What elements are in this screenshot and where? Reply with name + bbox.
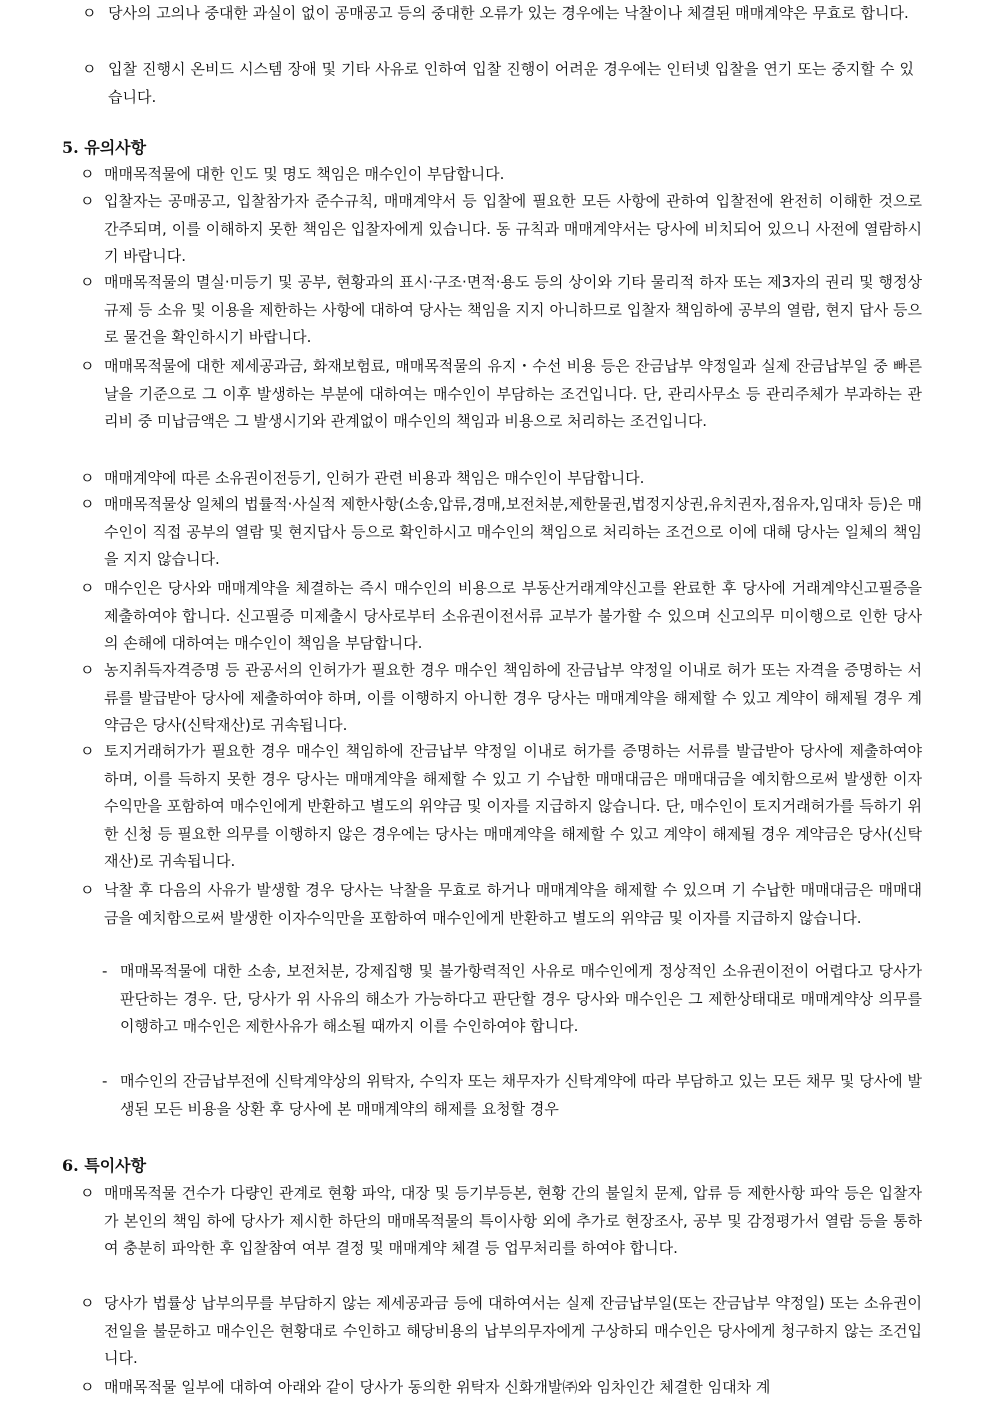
section-heading: 5. 유의사항 xyxy=(62,138,147,157)
list-item xyxy=(82,0,914,28)
sub-list-item-text: 매매목적물에 대한 소송, 보전처분, 강제집행 및 불가항력적인 사유로 매수인에게 정상적인 소유권이전이 어렵다고 당사가 판단하는 경우. 단, 당사가 위 사유의 해소가 가능하다고 판단할 경우 당사와 매수인은 그 제한상태대로 매매계약상 의무를 이행하고 매수인은 제한사유가 해소될 때까지 이를 수인하여야 합니다. xyxy=(120,962,922,1035)
list-item-text: 매수인은 당사와 매매계약을 체결하는 즉시 매수인의 비용으로 부동산거래계약신고를 완료한 후 당사에 거래계약신고필증을 제출하여야 합니다. 신고필증 미제출시 당사로부터 소유권이전서류 교부가 불가할 수 있으며 신고의무 미이행으로 인한 당사의 손해에 대하여는 매수인이 책임을 부담합니다. xyxy=(104,579,922,652)
list-item xyxy=(80,1180,922,1263)
list-item-text: 당사의 고의나 중대한 과실이 없이 공매공고 등의 중대한 오류가 있는 경우에는 낙찰이나 체결된 매매계약은 무효로 합니다. xyxy=(108,4,909,22)
list-item-text: 입찰 진행시 온비드 시스템 장애 및 기타 사유로 인하여 입찰 진행이 어려운 경우에는 인터넷 입찰을 연기 또는 중지할 수 있습니다. xyxy=(108,60,914,106)
list-item xyxy=(80,465,922,493)
bullet-marker: ㅇ xyxy=(80,165,95,183)
list-item xyxy=(80,877,922,932)
dash-marker: - xyxy=(102,1072,108,1090)
bullet-marker: ㅇ xyxy=(80,1184,95,1202)
list-item-text: 낙찰 후 다음의 사유가 발생할 경우 당사는 낙찰을 무효로 하거나 매매계약을 해제할 수 있으며 기 수납한 매매대금은 매매대금을 예치함으로써 발생한 이자수익만을 포함하여 매수인에게 반환하고 별도의 위약금 및 이자를 지급하지 않습니다. xyxy=(104,881,922,927)
sub-list-item-text: 매수인의 잔금납부전에 신탁계약상의 위탁자, 수익자 또는 채무자가 신탁계약에 따라 부담하고 있는 모든 채무 및 당사에 발생된 모든 비용을 상환 후 당사에 본 매매계약의 해제를 요청할 경우 xyxy=(120,1072,922,1118)
list-item-text: 농지취득자격증명 등 관공서의 인허가가 필요한 경우 매수인 책임하에 잔금납부 약정일 이내로 허가 또는 자격을 증명하는 서류를 발급받아 당사에 제출하여야 하며, 이를 이행하지 아니한 경우 당사는 매매계약을 해제할 수 있고 계약이 해제될 경우 계약금은 당사(신탁재산)로 귀속됩니다. xyxy=(104,661,922,734)
bullet-marker: ㅇ xyxy=(80,273,95,291)
bullet-marker: ㅇ xyxy=(80,881,95,899)
list-item xyxy=(80,188,922,271)
bullet-marker: ㅇ xyxy=(80,495,95,513)
bullet-marker: ㅇ xyxy=(80,1378,95,1396)
bullet-marker: ㅇ xyxy=(80,742,95,760)
list-item-text: 매매계약에 따른 소유권이전등기, 인허가 관련 비용과 책임은 매수인이 부담합니다. xyxy=(104,469,645,487)
list-item xyxy=(80,738,922,876)
list-item xyxy=(80,491,922,574)
bullet-marker: ㅇ xyxy=(82,4,97,22)
list-item xyxy=(80,1374,922,1402)
bullet-marker: ㅇ xyxy=(80,357,95,375)
list-item xyxy=(80,161,922,189)
bullet-marker: ㅇ xyxy=(80,192,95,210)
list-item xyxy=(80,353,922,436)
list-item-text: 매매목적물에 대한 제세공과금, 화재보험료, 매매목적물의 유지・수선 비용 등은 잔금납부 약정일과 실제 잔금납부일 중 빠른 날을 기준으로 그 이후 발생하는 부분에 대하여는 매수인이 부담하는 조건입니다. 단, 관리사무소 등 관리주체가 부과하는 관리비 중 미납금액은 그 발생시기와 관계없이 매수인의 책임과 비용으로 처리하는 조건입니다. xyxy=(104,357,922,430)
list-item-text: 입찰자는 공매공고, 입찰참가자 준수규칙, 매매계약서 등 입찰에 필요한 모든 사항에 관하여 입찰전에 완전히 이해한 것으로 간주되며, 이를 이해하지 못한 책임은 입찰자에게 있습니다. 동 규칙과 매매계약서는 당사에 비치되어 있으니 사전에 열람하시기 바랍니다. xyxy=(104,192,922,265)
list-item xyxy=(80,1290,922,1373)
list-item-text: 당사가 법률상 납부의무를 부담하지 않는 제세공과금 등에 대하여서는 실제 잔금납부일(또는 잔금납부 약정일) 또는 소유권이전일을 불문하고 매수인은 현황대로 수인하고 해당비용의 납부의무자에게 구상하되 매수인은 당사에게 청구하지 않는 조건입니다. xyxy=(104,1294,922,1367)
list-item xyxy=(80,657,922,740)
bullet-marker: ㅇ xyxy=(82,60,97,78)
sub-list-item xyxy=(102,958,922,1041)
list-item-text: 매매목적물의 멸실·미등기 및 공부, 현황과의 표시·구조·면적·용도 등의 상이와 기타 물리적 하자 또는 제3자의 권리 및 행정상 규제 등 소유 및 이용을 제한하는 사항에 대하여 당사는 책임을 지지 아니하므로 입찰자 책임하에 공부의 열람, 현지 답사 등으로 물건을 확인하시기 바랍니다. xyxy=(104,273,922,346)
bullet-marker: ㅇ xyxy=(80,469,95,487)
dash-marker: - xyxy=(102,962,108,980)
list-item xyxy=(80,575,922,658)
list-item xyxy=(82,56,914,111)
list-item-text: 토지거래허가가 필요한 경우 매수인 책임하에 잔금납부 약정일 이내로 허가를 증명하는 서류를 발급받아 당사에 제출하여야 하며, 이를 득하지 못한 경우 당사는 매매계약을 해제할 수 있고 기 수납한 매매대금은 매매대금을 예치함으로써 발생한 이자수익만을 포함하여 매수인에게 반환하고 별도의 위약금 및 이자를 지급하지 않습니다. 단, 매수인이 토지거래허가를 득하기 위한 신청 등 필요한 의무를 이행하지 않은 경우에는 당사는 매매계약을 해제할 수 있고 계약이 해제될 경우 계약금은 당사(신탁재산)로 귀속됩니다. xyxy=(104,742,922,870)
list-item-text: 매매목적물에 대한 인도 및 명도 책임은 매수인이 부담합니다. xyxy=(104,165,505,183)
list-item xyxy=(80,269,922,352)
bullet-marker: ㅇ xyxy=(80,579,95,597)
sub-list-item xyxy=(102,1068,922,1123)
list-item-text: 매매목적물 일부에 대하여 아래와 같이 당사가 동의한 위탁자 신화개발㈜와 임차인간 체결한 임대차 계 xyxy=(104,1378,771,1396)
bullet-marker: ㅇ xyxy=(80,661,95,679)
section-heading: 6. 특이사항 xyxy=(62,1156,147,1175)
list-item-text: 매매목적물 건수가 다량인 관계로 현황 파악, 대장 및 등기부등본, 현황 간의 불일치 문제, 압류 등 제한사항 파악 등은 입찰자가 본인의 책임 하에 당사가 제시한 하단의 매매목적물의 특이사항 외에 추가로 현장조사, 공부 및 감정평가서 열람 등을 통하여 충분히 파악한 후 입찰참여 여부 결정 및 매매계약 체결 등 업무처리를 하여야 합니다. xyxy=(104,1184,922,1257)
list-item-text: 매매목적물상 일체의 법률적·사실적 제한사항(소송,압류,경매,보전처분,제한물권,법정지상권,유치권자,점유자,임대차 등)은 매수인이 직접 공부의 열람 및 현지답사 등으로 확인하시고 매수인의 책임으로 처리하는 조건으로 이에 대해 당사는 일체의 책임을 지지 않습니다. xyxy=(104,495,922,568)
bullet-marker: ㅇ xyxy=(80,1294,95,1312)
